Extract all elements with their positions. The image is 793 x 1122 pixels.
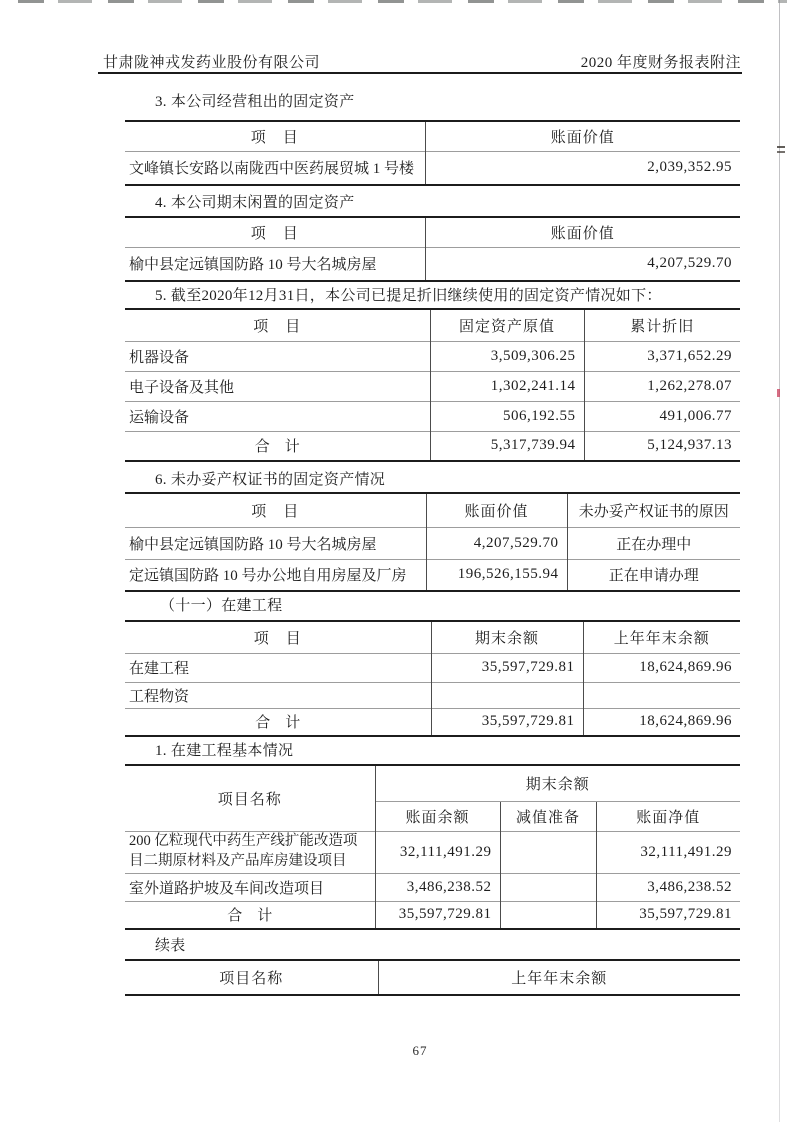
table-cell xyxy=(500,831,596,873)
table-header-cell: 项目名称 xyxy=(217,791,282,808)
scan-artifact-speck xyxy=(777,146,785,153)
table-header-cell: 累计折旧 xyxy=(584,309,740,341)
table-row xyxy=(125,371,740,401)
table-cell: 正在办理中 xyxy=(567,527,740,559)
table-header-cell: 项 目 xyxy=(253,630,302,647)
table-header-row xyxy=(125,765,740,801)
section-heading-4: 4. 本公司期末闲置的固定资产 xyxy=(155,195,355,211)
table-header-row xyxy=(125,217,740,247)
table-cell: 35,597,729.81 xyxy=(431,653,583,682)
table-row xyxy=(125,527,740,559)
section-heading-6: 6. 未办妥产权证书的固定资产情况 xyxy=(155,472,386,488)
section-heading-3: 3. 本公司经营租出的固定资产 xyxy=(155,94,355,110)
scan-artifact-speck xyxy=(777,389,780,397)
table-header-cell: 上年年末余额 xyxy=(583,621,740,653)
table-cell: 榆中县定远镇国防路 10 号大名城房屋 xyxy=(125,527,426,559)
table-cell: 工程物资 xyxy=(125,682,431,708)
table-cell: 4,207,529.70 xyxy=(426,527,567,559)
table-cip-detail xyxy=(125,764,740,930)
table-row xyxy=(125,247,740,281)
section-heading-11: （十一）在建工程 xyxy=(160,598,283,614)
table-cell: 491,006.77 xyxy=(584,401,740,431)
table-header-cell: 期末余额 xyxy=(375,765,740,801)
section-heading-5: 5. 截至2020年12月31日，本公司已提足折旧继续使用的固定资产情况如下： xyxy=(155,288,662,304)
table-cell: 200 亿粒现代中药生产线扩能改造项目二期原材料及产品库房建设项目 xyxy=(125,831,375,873)
table-header-row xyxy=(125,309,740,341)
table-header-row xyxy=(125,121,740,151)
section-heading-continued: 续表 xyxy=(155,938,186,954)
table-cell: 3,509,306.25 xyxy=(430,341,584,371)
table-cell: 35,597,729.81 xyxy=(431,708,583,736)
table-cell: 2,039,352.95 xyxy=(425,151,740,185)
table-cell: 3,486,238.52 xyxy=(596,873,740,901)
table-total-row xyxy=(125,901,740,929)
table-header-cell: 期末余额 xyxy=(431,621,583,653)
table-header-cell: 项 目 xyxy=(250,225,299,242)
table-cell: 合 计 xyxy=(125,431,430,461)
table-cell: 35,597,729.81 xyxy=(375,901,500,929)
table-cell: 在建工程 xyxy=(125,653,431,682)
table-header-row xyxy=(125,621,740,653)
table-header-cell: 账面净值 xyxy=(596,801,740,831)
scan-artifact-top-edge xyxy=(18,0,787,3)
table-cell: 32,111,491.29 xyxy=(596,831,740,873)
table-header-cell: 未办妥产权证书的原因 xyxy=(567,493,740,527)
table-cell: 3,486,238.52 xyxy=(375,873,500,901)
company-name: 甘肃陇神戎发药业股份有限公司 xyxy=(103,55,321,71)
table-cell: 电子设备及其他 xyxy=(125,371,430,401)
table-cell: 506,192.55 xyxy=(430,401,584,431)
table-rented-fixed-assets xyxy=(125,120,740,186)
table-cell: 3,371,652.29 xyxy=(584,341,740,371)
table-row xyxy=(125,341,740,371)
table-cell: 196,526,155.94 xyxy=(426,559,567,591)
table-cell: 定远镇国防路 10 号办公地自用房屋及厂房 xyxy=(125,559,426,591)
table-cell xyxy=(583,682,740,708)
table-header-cell: 账面价值 xyxy=(426,493,567,527)
table-cell: 运输设备 xyxy=(125,401,430,431)
table-cell: 文峰镇长安路以南陇西中医药展贸城 1 号楼 xyxy=(125,151,425,185)
table-cell: 1,302,241.14 xyxy=(430,371,584,401)
scan-artifact-right-edge xyxy=(779,0,780,1122)
table-cell: 1,262,278.07 xyxy=(584,371,740,401)
table-cell: 5,317,739.94 xyxy=(430,431,584,461)
table-row xyxy=(125,653,740,682)
header-rule xyxy=(98,72,742,74)
table-cell: 室外道路护坡及车间改造项目 xyxy=(125,873,375,901)
table-cell: 榆中县定远镇国防路 10 号大名城房屋 xyxy=(125,247,425,281)
table-header-cell: 上年年末余额 xyxy=(378,960,740,995)
doc-title: 2020 年度财务报表附注 xyxy=(580,55,741,71)
table-row xyxy=(125,682,740,708)
table-total-row xyxy=(125,431,740,461)
table-row xyxy=(125,151,740,185)
table-header-cell: 项目名称 xyxy=(219,971,284,987)
table-header-cell: 账面价值 xyxy=(425,121,740,151)
table-cell: 18,624,869.96 xyxy=(583,708,740,736)
table-construction-in-progress xyxy=(125,620,740,737)
section-heading-11-1: 1. 在建工程基本情况 xyxy=(155,743,294,759)
table-header-cell: 固定资产原值 xyxy=(430,309,584,341)
table-row xyxy=(125,401,740,431)
table-cell: 机器设备 xyxy=(125,341,430,371)
table-cip-continued xyxy=(125,959,740,996)
table-header-cell: 项 目 xyxy=(250,129,299,146)
page-number: 67 xyxy=(412,1043,428,1058)
table-no-certificate-assets xyxy=(125,492,740,592)
table-header-cell: 项 目 xyxy=(251,503,300,520)
table-cell: 32,111,491.29 xyxy=(375,831,500,873)
table-row xyxy=(125,831,740,873)
table-fully-depreciated-assets xyxy=(125,308,740,462)
table-row xyxy=(125,559,740,591)
table-header-cell: 账面余额 xyxy=(375,801,500,831)
table-cell: 18,624,869.96 xyxy=(583,653,740,682)
table-cell: 正在申请办理 xyxy=(567,559,740,591)
table-cell xyxy=(431,682,583,708)
table-cell xyxy=(500,901,596,929)
table-cell: 合 计 xyxy=(125,901,375,929)
table-header-cell: 项 目 xyxy=(253,318,302,335)
table-cell: 合 计 xyxy=(125,708,431,736)
table-row xyxy=(125,873,740,901)
table-cell xyxy=(500,873,596,901)
table-cell: 35,597,729.81 xyxy=(596,901,740,929)
table-header-cell: 账面价值 xyxy=(425,217,740,247)
table-idle-fixed-assets xyxy=(125,216,740,282)
table-cell: 4,207,529.70 xyxy=(425,247,740,281)
table-header-row xyxy=(125,960,740,995)
table-header-cell: 减值准备 xyxy=(500,801,596,831)
table-header-row xyxy=(125,493,740,527)
table-cell: 5,124,937.13 xyxy=(584,431,740,461)
table-total-row xyxy=(125,708,740,736)
